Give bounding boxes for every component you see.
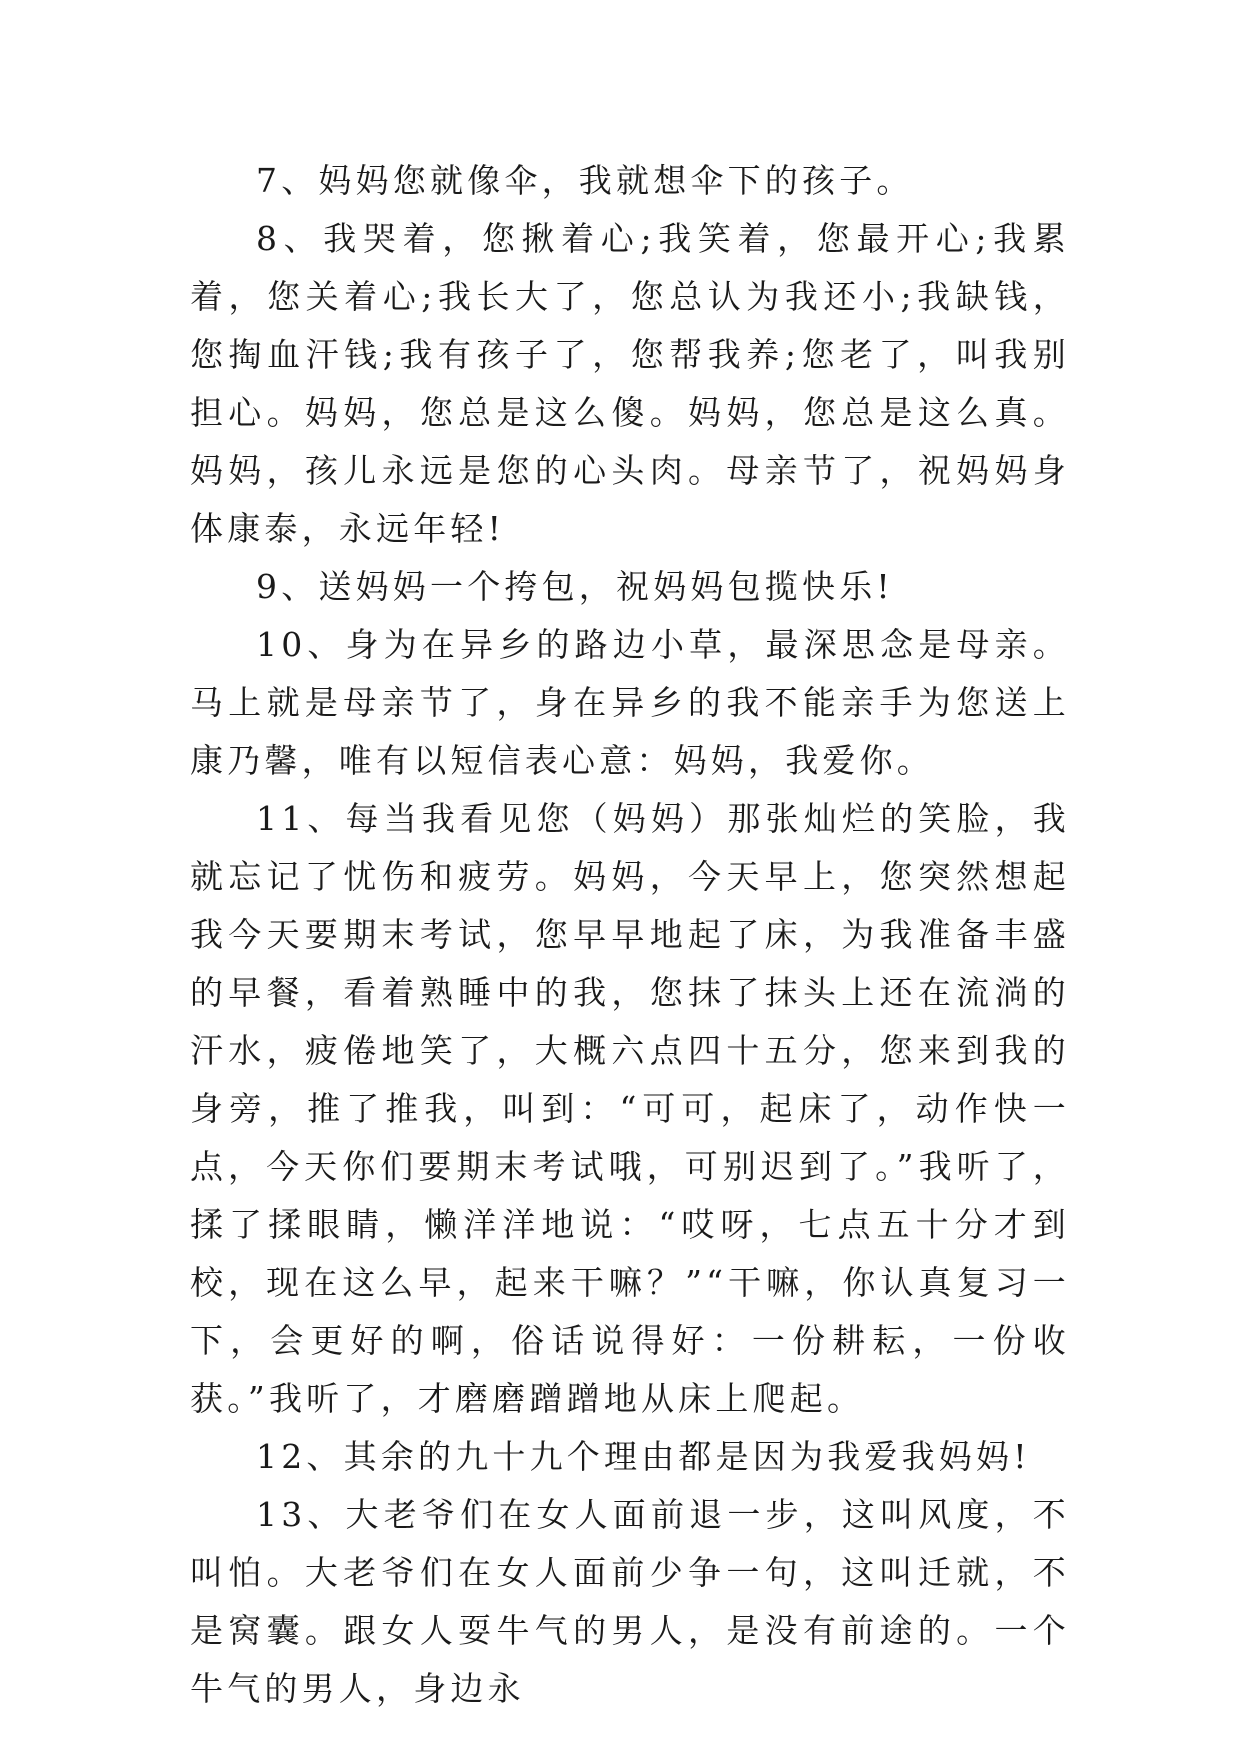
paragraph-11: 11、每当我看见您（妈妈）那张灿烂的笑脸，我就忘记了忧伤和疲劳。妈妈，今天早上，您突然想起我今天要期末考试，您早早地起了床，为我准备丰盛的早餐，看着熟睡中的我，您抹了抹头上还在流淌的汗水，疲倦地笑了，大概六点四十五分，您来到我的身旁，推了推我，叫到：“可可，起床了，动作快一点，今天你们要期末考试哦，可别迟到了。”我听了，揉了揉眼睛，懒洋洋地说：“哎呀，七点五十分才到校，现在这么早，起来干嘛？”“干嘛，你认真复习一下，会更好的啊，俗话说得好：一份耕耘，一份收获。”我听了，才磨磨蹭蹭地从床上爬起。 — [190, 799, 1070, 1418]
paragraph-13: 13、大老爷们在女人面前退一步，这叫风度，不叫怕。大老爷们在女人面前少争一句，这叫迁就，不是窝囊。跟女人耍牛气的男人，是没有前途的。一个牛气的男人，身边永 — [190, 1495, 1070, 1708]
paragraph-7: 7、妈妈您就像伞，我就想伞下的孩子。 — [256, 161, 914, 200]
paragraph-10: 10、身为在异乡的路边小草，最深思念是母亲。马上就是母亲节了，身在异乡的我不能亲手为您送上康乃馨，唯有以短信表心意：妈妈，我爱你。 — [190, 625, 1070, 780]
paragraph-12: 12、其余的九十九个理由都是因为我爱我妈妈! — [256, 1437, 1031, 1476]
paragraph-8: 8、我哭着，您揪着心;我笑着，您最开心;我累着，您关着心;我长大了，您总认为我还小;我缺钱，您掏血汗钱;我有孩子了，您帮我养;您老了，叫我别担心。妈妈，您总是这么傻。妈妈，您总是这么真。妈妈，孩儿永远是您的心头肉。母亲节了，祝妈妈身体康泰，永远年轻! — [190, 219, 1070, 548]
paragraph-9: 9、送妈妈一个挎包，祝妈妈包揽快乐! — [256, 567, 894, 606]
document-body — [190, 152, 1070, 1718]
